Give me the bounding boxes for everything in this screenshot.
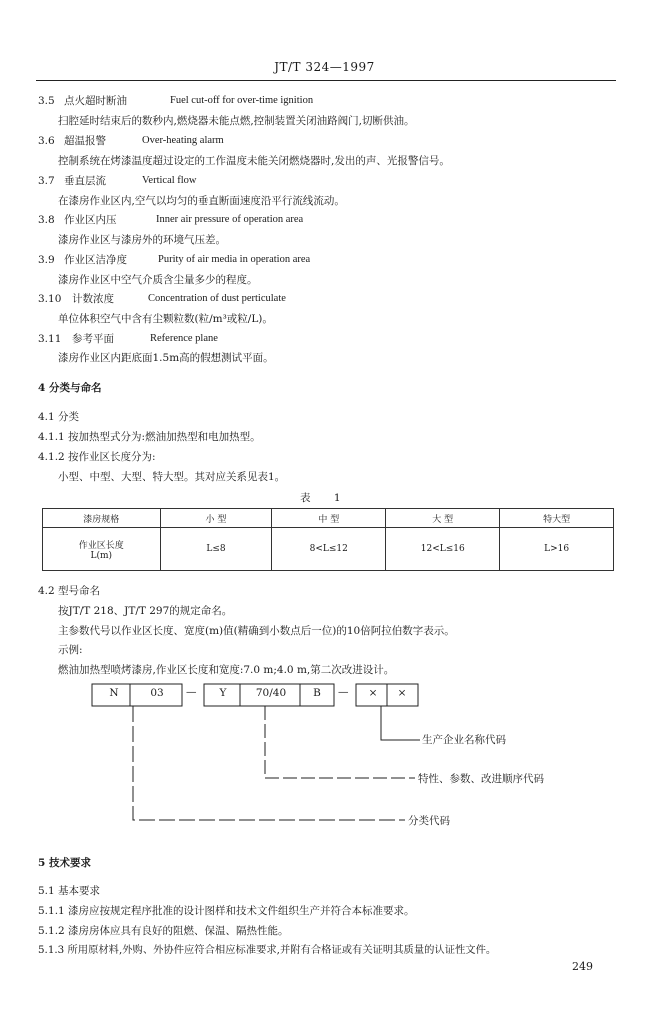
table-row-label (43, 528, 161, 571)
term-definition: 漆房作业区与漆房外的环境气压差。 (58, 234, 226, 246)
term-definition: 漆房作业区中空气介质含尘量多少的程度。 (58, 274, 258, 286)
term-en: Concentration of dust perticulate (148, 293, 286, 304)
clause: 5.1.1 漆房应按规定程序批准的设计图样和技术文件组织生产并符合本标准要求。 (38, 905, 415, 917)
clause-body: 主参数代号以作业区长度、宽度(m)值(精确到小数点后一位)的10倍阿拉伯数字表示。 (58, 625, 455, 637)
term-cn: 超温报警 (64, 135, 106, 147)
term-en: Reference plane (150, 333, 218, 344)
clause: 5.1.2 漆房房体应具有良好的阻燃、保温、隔热性能。 (38, 925, 289, 937)
term-definition: 控制系统在烤漆温度超过设定的工作温度未能关闭燃烧器时,发出的声、光报警信号。 (58, 155, 450, 167)
term-definition: 扫腔延时结束后的数秒内,燃烧器未能点燃,控制装置关闭油路阀门,切断供油。 (58, 115, 415, 127)
clause-body: 小型、中型、大型、特大型。其对应关系见表1。 (58, 471, 286, 483)
section-number: 3.9 (38, 254, 55, 266)
section-number: 3.6 (38, 135, 55, 147)
subsection-title: 4.2 型号命名 (38, 585, 101, 597)
leader-line-category (133, 706, 405, 820)
term-en: Fuel cut-off for over-time ignition (170, 95, 314, 106)
term-cn: 垂直层流 (64, 175, 106, 187)
label-company-code: 生产企业名称代码 (422, 734, 506, 746)
code-03: 03 (150, 687, 164, 699)
table-header-cell: 特大型 (500, 509, 614, 528)
row-label-line: 作业区长度 (78, 540, 124, 551)
term-cn: 参考平面 (72, 333, 114, 345)
table-row (43, 528, 614, 571)
dash-separator: — (186, 686, 197, 698)
clause: 5.1.3 所用原材料,外购、外协件应符合相应标准要求,并附有合格证或有关证明其质量的认证性文件。 (38, 944, 497, 956)
section-title: 5 技术要求 (38, 857, 91, 869)
table-cell: 8<L≤12 (272, 528, 386, 571)
table-header-cell: 中 型 (272, 509, 386, 528)
section-number: 3.7 (38, 175, 55, 187)
code-70-40: 70/40 (255, 687, 287, 699)
term-en: Over-heating alarm (142, 135, 224, 146)
term-cn: 计数浓度 (72, 293, 114, 305)
term-en: Purity of air media in operation area (158, 254, 311, 265)
code-x2: × (397, 687, 407, 699)
code-y: Y (219, 687, 227, 699)
section-number: 3.8 (38, 214, 55, 226)
dash-separator: — (338, 686, 349, 698)
term-en: Vertical flow (142, 175, 197, 186)
term-definition: 在漆房作业区内,空气以均匀的垂直断面速度沿平行流线流动。 (58, 195, 345, 207)
size-table (42, 508, 614, 571)
leader-line-params (265, 706, 415, 778)
term-cn: 作业区内压 (64, 214, 117, 226)
header-rule (36, 80, 616, 81)
term-definition: 单位体积空气中含有尘颗粒数(粒/m³或粒/L)。 (58, 313, 273, 325)
section-number: 3.10 (38, 293, 62, 305)
section-number: 3.5 (38, 95, 55, 107)
label-params-code: 特性、参数、改进顺序代码 (418, 773, 544, 785)
term-definition: 漆房作业区内距底面1.5m高的假想测试平面。 (58, 352, 274, 364)
table-header-row (43, 509, 614, 528)
leader-line-company (381, 706, 420, 740)
clause-body: 按JT/T 218、JT/T 297的规定命名。 (58, 605, 233, 617)
code-n: N (109, 687, 119, 699)
term-cn: 作业区洁净度 (64, 254, 127, 266)
clause-body: 燃油加热型喷烤漆房,作业区长度和宽度:7.0 m;4.0 m,第二次改进设计。 (58, 664, 395, 676)
table-cell: 12<L≤16 (386, 528, 500, 571)
page-number: 249 (572, 960, 593, 973)
table-header-cell: 大 型 (386, 509, 500, 528)
table-caption: 表 1 (300, 492, 351, 504)
clause: 4.1.2 按作业区长度分为: (38, 451, 156, 463)
row-label-line: L(m) (90, 550, 113, 561)
table-cell: L>16 (500, 528, 614, 571)
code-b: B (313, 687, 321, 699)
subsection-title: 5.1 基本要求 (38, 885, 101, 897)
subsection-title: 4.1 分类 (38, 411, 80, 423)
term-cn: 点火超时断油 (64, 95, 127, 107)
clause: 4.1.1 按加热型式分为:燃油加热型和电加热型。 (38, 431, 261, 443)
table-header-cell: 小 型 (160, 509, 272, 528)
term-en: Inner air pressure of operation area (156, 214, 304, 225)
section-number: 3.11 (38, 333, 62, 345)
label-category-code: 分类代码 (408, 815, 450, 827)
table-cell: L≤8 (160, 528, 272, 571)
section-title: 4 分类与命名 (38, 382, 102, 394)
standard-header: JT/T 324—1997 (274, 60, 375, 74)
clause-body: 示例: (58, 644, 83, 656)
table-header-cell: 漆房规格 (43, 509, 161, 528)
code-x1: × (368, 687, 378, 699)
